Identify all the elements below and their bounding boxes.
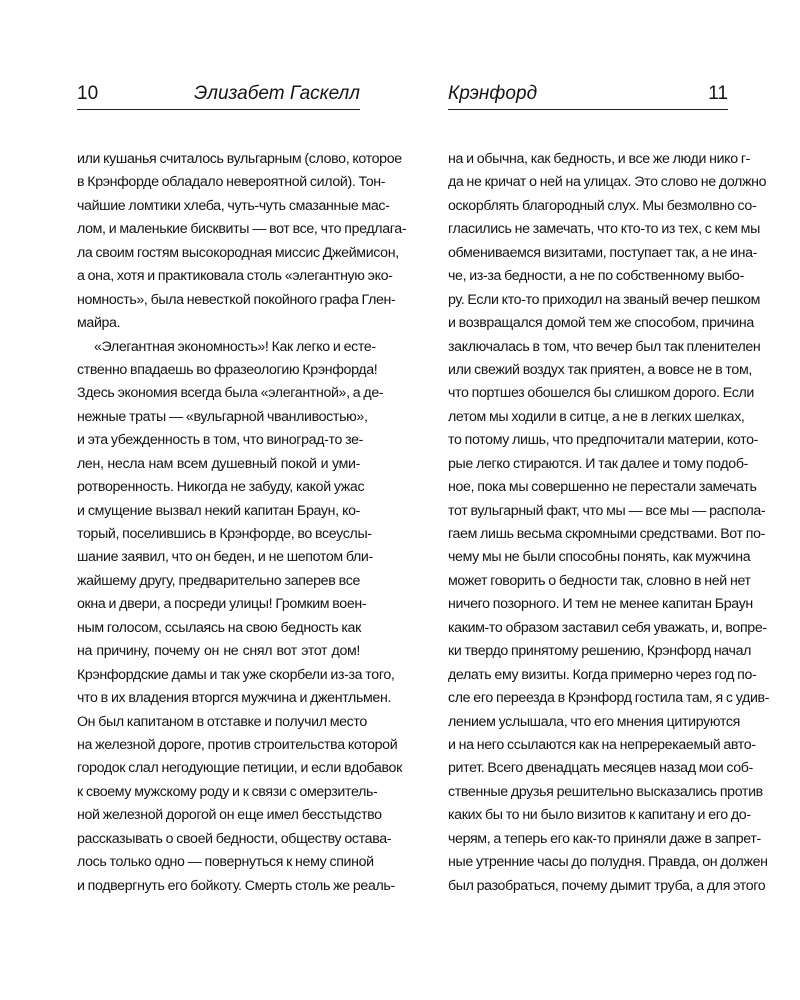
right-body-text [448, 148, 770, 898]
left-running-title: Элизабет Гаскелл [194, 83, 360, 104]
text-line: Он был капитаном в отставке и получил место [77, 713, 367, 730]
text-line: был разобраться, почему дымит труба, а для этого [448, 877, 766, 894]
text-line: номность», была невесткой покойного графа Глен- [77, 291, 396, 308]
text-line: и эта убежденность в том, что виноград-то зе- [77, 432, 363, 449]
text-line: Здесь экономия всегда была «элегантной», а де- [77, 385, 384, 402]
text-line: лось только одно — повернуться к нему спиной [77, 854, 374, 871]
text-line: каким-то образом заставил себя уважать, и, вопре- [448, 619, 767, 636]
text-line: заключалась в том, что вечер был так пленителен [448, 338, 761, 355]
text-line: ным голосом, ссылаясь на свою бедность как [77, 619, 361, 636]
text-line: ственно впадаешь во фразеологию Крэнфорда! [77, 361, 378, 378]
text-line: делать ему визиты. Когда примерно через год по- [448, 666, 757, 683]
text-line: окна и двери, а посреди улицы! Громким воен- [77, 596, 367, 613]
text-line: гласились не замечать, что кто-то из тех, с кем мы [448, 221, 760, 238]
text-line: лением услышала, что его мнения цитируются [448, 713, 740, 730]
text-line: ное, пока мы совершенно не перестали замечать [448, 479, 757, 496]
text-line: чему мы не были способны понять, как мужчина [448, 549, 751, 566]
left-page-number: 10 [77, 83, 99, 104]
text-line: черям, а теперь его как-то приняли даже в запрет- [448, 830, 761, 847]
text-line: а она, хотя и практиковала столь «элегантную эко- [77, 268, 393, 285]
text-line: или свежий воздух так приятен, а вовсе не в том, [448, 361, 752, 378]
left-body-text [77, 148, 407, 898]
text-line: лом, и маленькие бисквиты — вот все, что предлага- [77, 221, 407, 238]
text-line: на и обычна, как бедность, и все же люди нико г- [448, 151, 751, 167]
text-line: оскорблять благородный слух. Мы безмолвно со- [448, 197, 757, 214]
text-line: в Крэнфорде обладало невероятной силой). Тон- [77, 174, 386, 191]
text-line: тот вульгарный факт, что мы — все мы — распола- [448, 502, 766, 519]
text-line: шание заявил, что он беден, и не шепотом бли- [77, 549, 373, 566]
text-line: и смущение вызвал некий капитан Браун, ко- [77, 502, 360, 519]
text-line: каких бы то ни было визитов к капитану и его до- [448, 807, 751, 824]
right-page [400, 0, 800, 1000]
text-line: и возвращался домой тем же способом, причина [448, 315, 754, 332]
left-header-rule [77, 109, 360, 110]
text-line: ные утренние часы до полудня. Правда, он должен [448, 854, 768, 871]
text-line: на железной дороге, против строительства которой [77, 736, 398, 753]
text-line: то потому лишь, что предпочитали материи, кото- [448, 432, 759, 449]
left-running-head [77, 80, 360, 108]
text-line: ной железной дорогой он еще имел бесстыдство [77, 807, 382, 824]
text-line: ротворенность. Никогда не забуду, какой ужас [77, 479, 365, 496]
text-line: рассказывать о своей бедности, обществу остава- [77, 830, 392, 847]
text-line: жайшему другу, предварительно заперев все [77, 572, 360, 589]
text-line: «Элегантная экономность»! Как легко и есте- [94, 338, 376, 355]
text-line: ру. Если кто-то приходил на званый вечер пешком [448, 291, 761, 308]
text-line: че, из-за бедности, а не по собственному выбо- [448, 268, 744, 285]
right-running-title: Крэнфорд [448, 83, 538, 104]
text-line: к своему мужскому роду и к связи с омерзитель- [77, 783, 378, 800]
text-line: ритет. Всего двенадцать месяцев назад мои соб- [448, 760, 753, 777]
text-line: сле его переезда в Крэнфорд гостила там, я с удив- [448, 690, 770, 707]
text-line: нежные траты — «вульгарной чванливостью», [77, 408, 368, 425]
text-line: и на него ссылаются как на непререкаемый авто- [448, 736, 756, 753]
text-line: может говорить о бедности так, словно в ней нет [448, 572, 751, 589]
right-running-head [448, 80, 728, 108]
text-line: ки твердо принятому решению, Крэнфорд начал [448, 643, 752, 660]
right-page-number: 11 [708, 83, 728, 104]
text-line: что портшез обошелся бы слишком дорого. Если [448, 385, 755, 402]
text-line: ственные друзья решительно высказались против [448, 783, 763, 800]
text-line: торый, поселившись в Крэнфорде, во всеуслы- [77, 526, 372, 542]
text-line: рые легко стираются. И так далее и тому подоб- [448, 455, 748, 472]
text-line: лен, несла нам всем душевный покой и уми- [77, 455, 360, 472]
text-line: что в их владения вторгся мужчина и джентльмен. [77, 690, 392, 707]
text-line: или кушанья считалось вульгарным (слово, которое [77, 151, 402, 167]
text-line: ла своим гостям высокородная миссис Джеймисон, [77, 244, 399, 261]
text-line: обмениваемся визитами, поступает так, а не ина- [448, 244, 758, 261]
text-line: Крэнфордские дамы и так уже скорбели из-за того, [77, 666, 395, 683]
text-line: майра. [77, 315, 121, 332]
text-line: городок слал негодующие петиции, и если вдобавок [77, 760, 402, 777]
right-header-rule [448, 109, 728, 110]
text-line: да не кричат о ней на улицах. Это слово не должно [448, 174, 767, 191]
text-line: летом мы ходили в ситце, а не в легких шелках, [448, 408, 745, 425]
text-line: на причину, почему он не снял вот этот дом! [77, 643, 360, 660]
text-line: ничего позорного. И тем не менее капитан Браун [448, 596, 753, 613]
text-line: гаем лишь весьма скромными средствами. Вот по- [448, 526, 766, 542]
text-line: и подвергнуть его бойкоту. Смерть столь же реаль- [77, 877, 395, 894]
text-line: чайшие ломтики хлеба, чуть-чуть смазанные мас- [77, 197, 390, 214]
